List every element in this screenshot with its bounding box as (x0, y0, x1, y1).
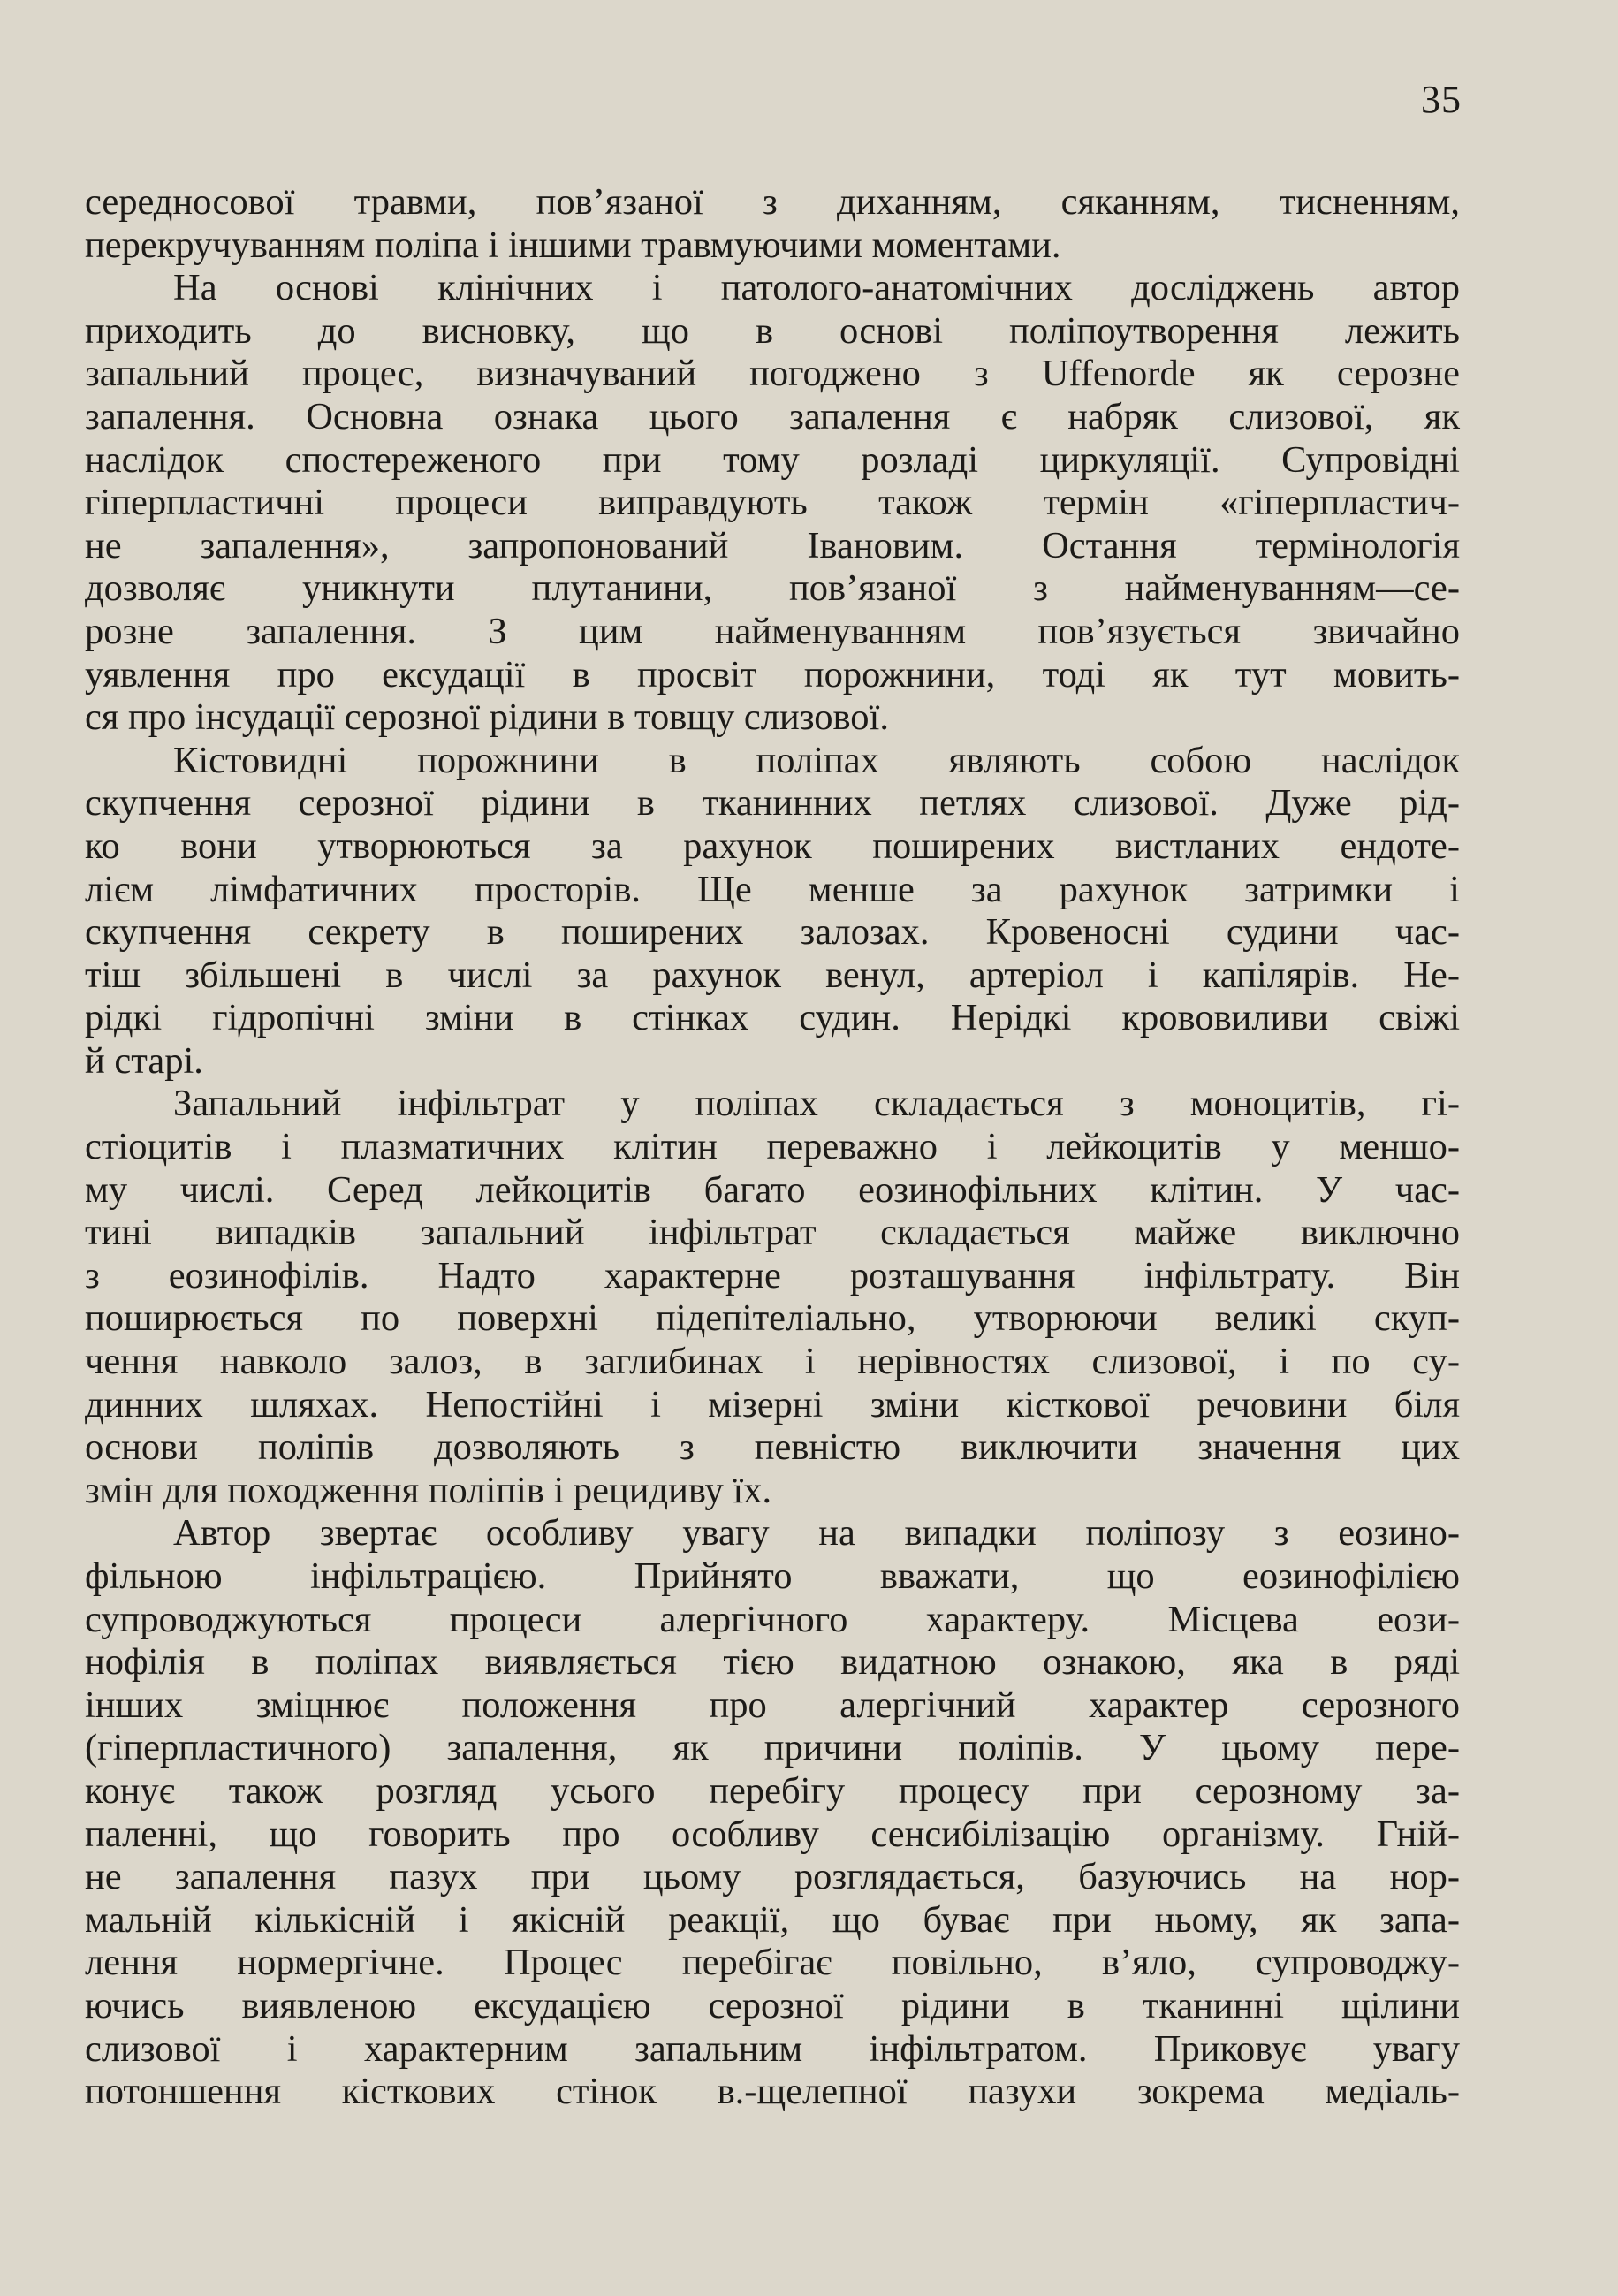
text-line: наслідок спостереженого при тому розладі циркуляції. Супровідні (85, 438, 1460, 481)
text-line: запалення. Основна ознака цього запалення є набряк слизової, як (85, 395, 1460, 437)
text-line: Кістовидні порожнини в поліпах являють собою наслідок (173, 739, 1460, 781)
text-line: основи поліпів дозволяють з певністю виключити значення цих (85, 1426, 1460, 1469)
text-line: тині випадків запальний інфільтрат складається майже виключно (85, 1212, 1460, 1254)
text-line: паленні, що говорить про особливу сенсибілізацію організму. Гній- (85, 1813, 1460, 1855)
text-line: не запалення», запропонований Івановим. Остання термінологія (85, 524, 1460, 566)
text-line: змін для походження поліпів і рецидиву їх. (85, 1469, 772, 1511)
text-line: потоншення кісткових стінок в.-щелепної пазухи зокрема медіаль- (85, 2071, 1460, 2113)
text-line: з еозинофілів. Надто характерне розташування інфільтрату. Він (85, 1254, 1460, 1296)
text-line: розне запалення. З цим найменуванням пов’язується звичайно (85, 610, 1460, 652)
text-line: ся про інсудації серозної рідини в товщу слизової. (85, 696, 889, 739)
paragraph (85, 1512, 1460, 2113)
text-line: середносової травми, пов’язаної з диханням, сяканням, тисненням, (85, 181, 1460, 223)
text-line: На основі клінічних і патолого-анатомічних досліджень автор (173, 267, 1460, 309)
text-line: перекручуванням поліпа і іншими травмуючими моментами. (85, 224, 1061, 266)
text-line: дозволяє уникнути плутанини, пов’язаної з найменуванням—се- (85, 567, 1460, 610)
text-line: гіперпластичні процеси виправдують також термін «гіперпластич- (85, 482, 1460, 524)
body-text (85, 181, 1460, 2114)
text-line: не запалення пазух при цьому розглядається, базуючись на нор- (85, 1856, 1460, 1898)
text-line: стіоцитів і плазматичних клітин переважно і лейкоцитів у меншо- (85, 1126, 1460, 1168)
text-line: скупчення серозної рідини в тканинних петлях слизової. Дуже рід- (85, 782, 1460, 825)
text-line: й старі. (85, 1039, 203, 1082)
text-line: лієм лімфатичних просторів. Ще менше за рахунок затримки і (85, 868, 1460, 910)
paragraph (85, 267, 1460, 740)
text-line: мальній кількісній і якісній реакції, що буває при ньому, як запа- (85, 1898, 1460, 1941)
paragraph (85, 740, 1460, 1083)
text-line: приходить до висновку, що в основі поліпоутворення лежить (85, 309, 1460, 352)
text-line: динних шляхах. Непостійні і мізерні зміни кісткової речовини біля (85, 1383, 1460, 1425)
paragraph (85, 1083, 1460, 1512)
text-line: нофілія в поліпах виявляється тією видатною ознакою, яка в ряді (85, 1641, 1460, 1684)
text-line: конує також розгляд усього перебігу процесу при серозному за- (85, 1769, 1460, 1812)
text-line: му числі. Серед лейкоцитів багато еозинофільних клітин. У час- (85, 1168, 1460, 1211)
text-line: Автор звертає особливу увагу на випадки поліпозу з еозино- (173, 1512, 1460, 1555)
page-number: 35 (1421, 78, 1462, 121)
text-line: інших зміцнює положення про алергічний характер серозного (85, 1684, 1460, 1726)
text-line: запальний процес, визначуваний погоджено з Uffenorde як серозне (85, 353, 1460, 395)
text-line: рідкі гідропічні зміни в стінках судин. Нерідкі крововиливи свіжі (85, 997, 1460, 1039)
text-line: лення нормергічне. Процес перебігає повільно, в’яло, супроводжу- (85, 1942, 1460, 1984)
text-line: уявлення про ексудації в просвіт порожнини, тоді як тут мовить- (85, 653, 1460, 696)
text-line: ючись виявленою ексудацією серозної рідини в тканинні щілини (85, 1984, 1460, 2026)
text-line: чення навколо залоз, в заглибинах і нерівностях слизової, і по су- (85, 1341, 1460, 1383)
text-line: Запальний інфільтрат у поліпах складається з моноцитів, гі- (173, 1083, 1460, 1125)
text-line: супроводжуються процеси алергічного характеру. Місцева еози- (85, 1598, 1460, 1640)
text-line: (гіперпластичного) запалення, як причини поліпів. У цьому пере- (85, 1727, 1460, 1769)
text-line: скупчення секрету в поширених залозах. Кровеносні судини час- (85, 911, 1460, 954)
text-line: тіш збільшені в числі за рахунок венул, артеріол і капілярів. Не- (85, 954, 1460, 996)
text-line: слизової і характерним запальним інфільтратом. Приковує увагу (85, 2027, 1460, 2070)
text-line: поширюється по поверхні підепітеліально, утворюючи великі скуп- (85, 1297, 1460, 1340)
text-line: фільною інфільтрацією. Прийнято вважати, що еозинофілією (85, 1555, 1460, 1597)
text-line: ко вони утворюються за рахунок поширених вистланих ендоте- (85, 825, 1460, 867)
paragraph (85, 181, 1460, 267)
